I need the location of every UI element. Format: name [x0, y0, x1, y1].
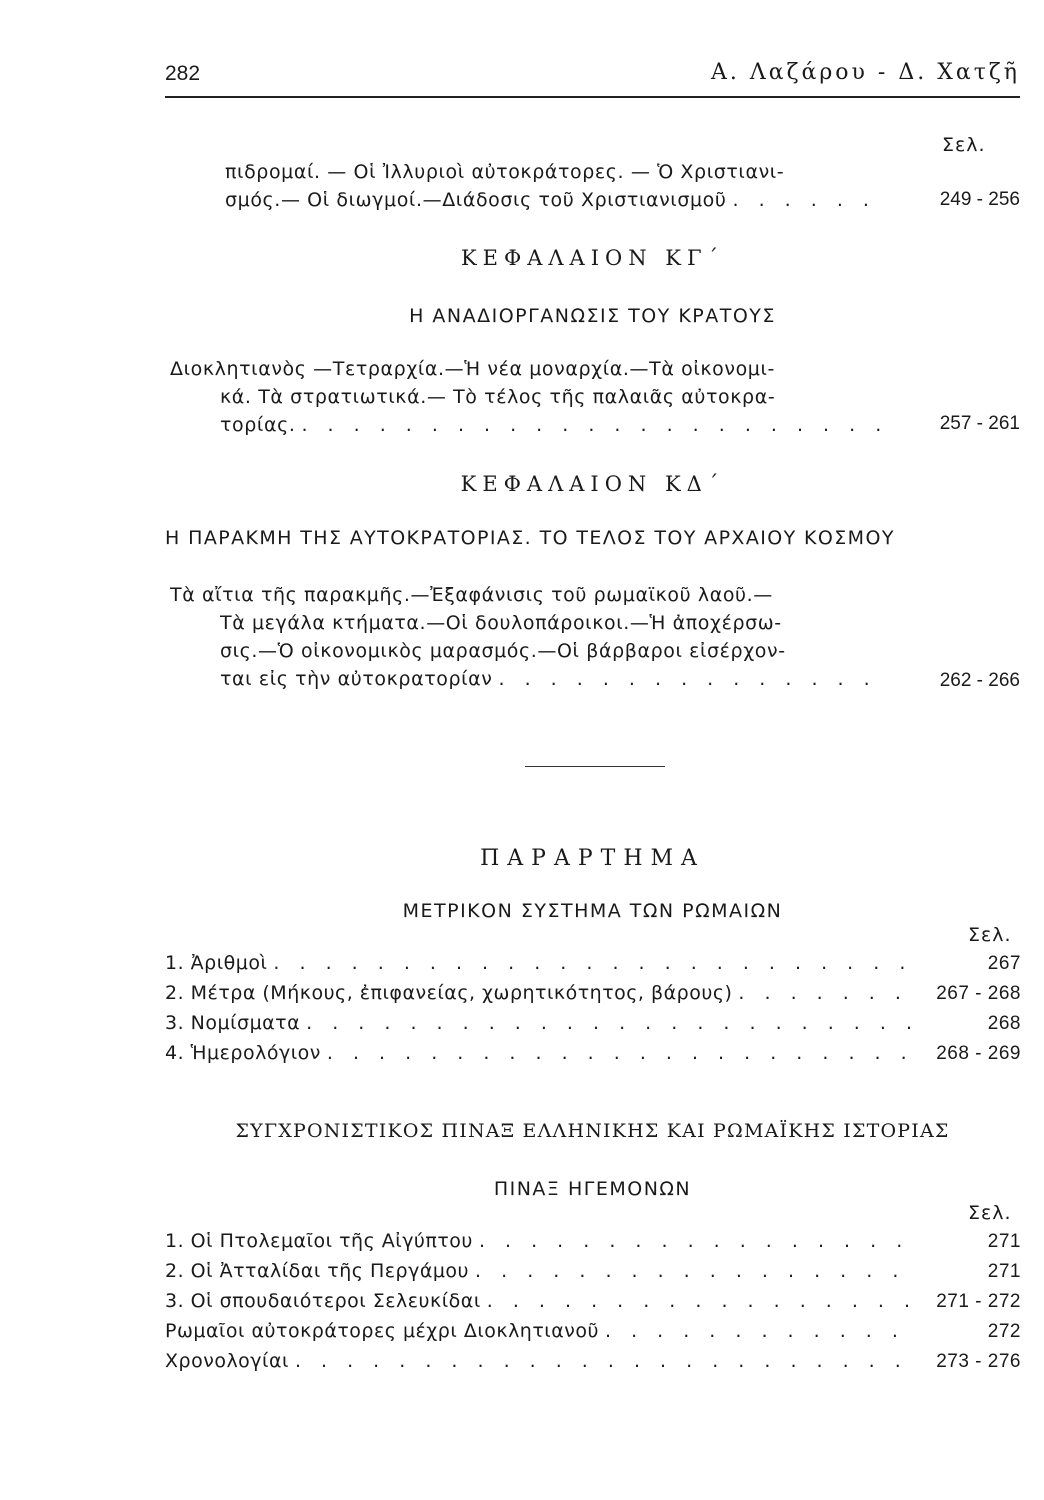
entry-pages: 249 - 256	[939, 189, 1020, 210]
item-pages: 272	[987, 1321, 1021, 1342]
list-item	[165, 1230, 1025, 1260]
item-label: 1. Οἱ Πτολεμαῖοι τῆς Αἰγύπτου	[165, 1230, 473, 1252]
list-item	[165, 952, 1025, 982]
page-header	[165, 60, 1020, 96]
list-item	[165, 1042, 1025, 1072]
list-item	[165, 982, 1025, 1012]
item-pages: 268 - 269	[936, 1043, 1021, 1064]
leader-dots	[733, 186, 890, 214]
running-head: Α. Λαζάρου - Δ. Χατζῆ	[710, 60, 1020, 85]
list-item	[165, 1012, 1025, 1042]
entry-last-line	[170, 411, 895, 439]
item-pages: 271	[987, 1231, 1021, 1252]
appendix-title: ΜΕΤΡΙΚΟΝ ΣΥΣΤΗΜΑ ΤΩΝ ΡΩΜΑΙΩΝ	[402, 900, 783, 922]
entry-pages: 262 - 266	[939, 670, 1020, 691]
chapter-heading: ΚΕΦΑΛΑΙΟΝ ΚΔ΄	[460, 472, 725, 496]
list-item	[165, 1290, 1025, 1320]
toc-entry	[170, 581, 895, 693]
leader-dots	[499, 665, 889, 693]
item-label: 3. Οἱ σπουδαιότεροι Σελευκίδαι	[165, 1290, 481, 1312]
sync-table-title: ΠΙΝΑΞ ΗΓΕΜΟΝΩΝ	[493, 1178, 692, 1200]
chapter-title: Η ΑΝΑΔΙΟΡΓΑΝΩΣΙΣ ΤΟΥ ΚΡΑΤΟΥΣ	[409, 305, 776, 327]
section-divider	[525, 766, 665, 767]
list-item	[165, 1260, 1025, 1290]
page-number: 282	[165, 62, 201, 85]
leader-dots	[306, 1012, 915, 1034]
item-label: 4. Ἡμερολόγιον	[165, 1042, 321, 1064]
item-pages: 267	[987, 953, 1021, 974]
leader-dots	[605, 1320, 915, 1342]
appendix-list	[165, 952, 1025, 1072]
entry-line: Τὰ αἴτια τῆς παρακμῆς.—Ἐξαφάνισις τοῦ ρωμαϊκοῦ λαοῦ.—	[170, 584, 773, 606]
entry-line: Τὰ μεγάλα κτήματα.—Οἱ δουλοπάροικοι.—Ἡ ἀποχέρσω-	[220, 612, 782, 634]
page-column-label: Σελ.	[942, 134, 986, 156]
rulers-list	[165, 1230, 1025, 1380]
item-label: 3. Νομίσματα	[165, 1012, 301, 1034]
entry-line: τορίας.	[220, 414, 296, 436]
chapter-title: Η ΠΑΡΑΚΜΗ ΤΗΣ ΑΥΤΟΚΡΑΤΟΡΙΑΣ. ΤΟ ΤΕΛΟΣ ΤΟΥ ΑΡΧΑΙΟΥ ΚΟΣΜΟΥ	[165, 527, 895, 549]
leader-dots	[301, 411, 889, 439]
entry-pages: 257 - 261	[939, 413, 1020, 434]
chapter-heading: ΚΕΦΑΛΑΙΟΝ ΚΓ΄	[460, 246, 725, 270]
item-label: Χρονολογίαι	[165, 1350, 289, 1372]
item-label: 2. Οἱ Ἀτταλίδαι τῆς Περγάμου	[165, 1260, 470, 1282]
entry-last-line	[170, 665, 895, 693]
entry-line: πιδρομαί. — Οἱ Ἰλλυριοὶ αὐτοκράτορες. — Ὁ Χριστιανι-	[225, 161, 785, 183]
page-column-label: Σελ.	[968, 924, 1012, 946]
list-item	[165, 1320, 1025, 1350]
entry-line: κά. Τὰ στρατιωτικά.— Τὸ τέλος τῆς παλαιᾶς αὐτοκρα-	[220, 386, 776, 408]
entry-last-line	[225, 186, 895, 214]
entry-line: ται εἰς τὴν αὐτοκρατορίαν	[220, 668, 493, 690]
item-pages: 267 - 268	[936, 983, 1021, 1004]
toc-entry	[170, 355, 895, 439]
leader-dots	[273, 952, 915, 974]
entry-line: σμός.— Οἱ διωγμοί.—Διάδοσις τοῦ Χριστιανισμοῦ	[225, 189, 727, 211]
item-label: 2. Μέτρα (Μήκους, ἐπιφανείας, χωρητικότητος, βάρους)	[165, 982, 733, 1004]
entry-line: Διοκλητιανὸς —Τετραρχία.—Ἡ νέα μοναρχία.—Τὰ οἰκονομι-	[170, 358, 775, 380]
header-rule	[165, 96, 1020, 98]
item-pages: 273 - 276	[936, 1351, 1021, 1372]
leader-dots	[327, 1042, 915, 1064]
list-item	[165, 1350, 1025, 1380]
entry-line: σις.—Ὁ οἰκονομικὸς μαρασμός.—Οἱ βάρβαροι εἰσέρχον-	[220, 640, 786, 662]
item-pages: 268	[987, 1013, 1021, 1034]
leader-dots	[738, 982, 915, 1004]
leader-dots	[487, 1290, 915, 1312]
item-pages: 271	[987, 1261, 1021, 1282]
item-label: 1. Ἀριθμοὶ	[165, 952, 268, 974]
leader-dots	[475, 1260, 915, 1282]
item-pages: 271 - 272	[936, 1291, 1021, 1312]
sync-table-heading: ΣΥΓΧΡΟΝΙΣΤΙΚΟΣ ΠΙΝΑΞ ΕΛΛΗΝΙΚΗΣ ΚΑΙ ΡΩΜΑΪΚΗΣ ΙΣΤΟΡΙΑΣ	[235, 1120, 950, 1142]
appendix-heading: ΠΑΡΑΡΤΗΜΑ	[480, 846, 705, 871]
item-label: Ρωμαῖοι αὐτοκράτορες μέχρι Διοκλητιανοῦ	[165, 1320, 599, 1342]
page-column-label: Σελ.	[968, 1202, 1012, 1224]
leader-dots	[295, 1350, 915, 1372]
leader-dots	[479, 1230, 915, 1252]
toc-entry-prev	[225, 158, 895, 214]
